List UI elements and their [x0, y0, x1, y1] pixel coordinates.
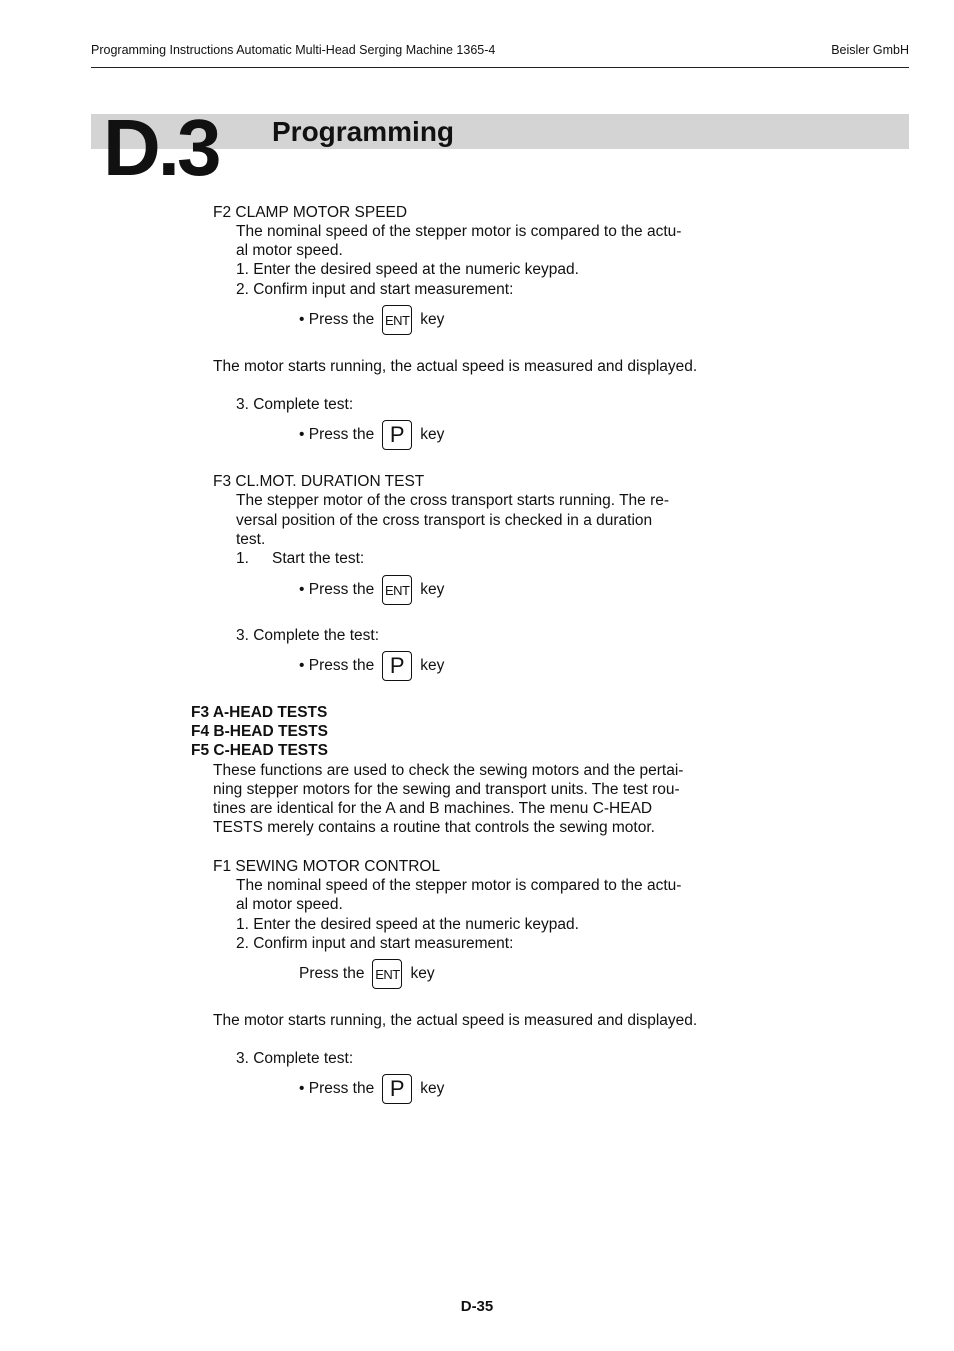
result-text: The motor starts running, the actual speed is measured and displayed. — [213, 358, 698, 375]
paragraph-line: ning stepper motors for the sewing and transport units. The test rou- — [213, 781, 680, 798]
key-word: key — [420, 426, 445, 443]
key-word: key — [420, 311, 445, 328]
chapter-title: Programming — [272, 116, 455, 147]
result-text: The motor starts running, the actual speed is measured and displayed. — [213, 1012, 698, 1029]
key-word: key — [420, 657, 445, 674]
step-text: 2. Confirm input and start measurement: — [236, 281, 514, 298]
paragraph-line: tines are identical for the A and B machines. The menu C-HEAD — [213, 800, 653, 817]
paragraph-line: al motor speed. — [236, 896, 343, 913]
press-text: Press the — [299, 965, 365, 982]
step-text: 1. Enter the desired speed at the numeric keypad. — [236, 916, 579, 933]
press-text: • Press the — [299, 426, 375, 443]
ent-key-icon: ENT — [372, 959, 402, 989]
p-key-icon: P — [382, 420, 412, 450]
paragraph-line: TESTS merely contains a routine that controls the sewing motor. — [213, 819, 655, 836]
press-text: • Press the — [299, 1080, 375, 1097]
key-instruction — [299, 305, 444, 335]
header-rule — [91, 67, 909, 68]
press-text: • Press the — [299, 311, 375, 328]
paragraph-line: The nominal speed of the stepper motor is compared to the actu- — [236, 223, 682, 240]
p-key-icon: P — [382, 1074, 412, 1104]
paragraph-line: versal position of the cross transport is checked in a duration — [236, 512, 653, 529]
step-text: 1. Enter the desired speed at the numeric keypad. — [236, 261, 579, 278]
press-text: • Press the — [299, 581, 375, 598]
key-word: key — [420, 581, 445, 598]
key-instruction — [299, 420, 444, 450]
section-heading: F1 SEWING MOTOR CONTROL — [213, 858, 441, 875]
running-header-title: Programming Instructions Automatic Multi-Head Serging Machine 1365-4 — [91, 43, 496, 57]
page-number: D-35 — [460, 1298, 494, 1315]
section-heading: F3 CL.MOT. DURATION TEST — [213, 473, 425, 490]
chapter-number: D.3 — [103, 103, 219, 192]
step-text: 3. Complete test: — [236, 396, 354, 413]
paragraph-line: The nominal speed of the stepper motor is compared to the actu- — [236, 877, 682, 894]
step-text: Start the test: — [272, 550, 365, 567]
key-word: key — [420, 1080, 445, 1097]
step-text: 2. Confirm input and start measurement: — [236, 935, 514, 952]
key-word: key — [410, 965, 435, 982]
bold-heading: F3 A-HEAD TESTS — [191, 704, 328, 721]
paragraph-line: test. — [236, 531, 266, 548]
running-header-company: Beisler GmbH — [831, 43, 909, 57]
section-heading: F2 CLAMP MOTOR SPEED — [213, 204, 408, 221]
key-instruction — [299, 959, 435, 989]
paragraph-line: The stepper motor of the cross transport starts running. The re- — [236, 492, 670, 509]
bold-heading: F4 B-HEAD TESTS — [191, 723, 328, 740]
key-instruction — [299, 1074, 444, 1104]
key-instruction — [299, 575, 444, 605]
p-key-icon: P — [382, 651, 412, 681]
ent-key-icon: ENT — [382, 305, 412, 335]
step-number: 1. — [236, 550, 249, 567]
step-text: 3. Complete the test: — [236, 627, 380, 644]
ent-key-icon: ENT — [382, 575, 412, 605]
bold-heading: F5 C-HEAD TESTS — [191, 742, 328, 759]
paragraph-line: al motor speed. — [236, 242, 343, 259]
press-text: • Press the — [299, 657, 375, 674]
key-instruction — [299, 651, 444, 681]
paragraph-line: These functions are used to check the sewing motors and the pertai- — [213, 762, 684, 779]
step-text: 3. Complete test: — [236, 1050, 354, 1067]
